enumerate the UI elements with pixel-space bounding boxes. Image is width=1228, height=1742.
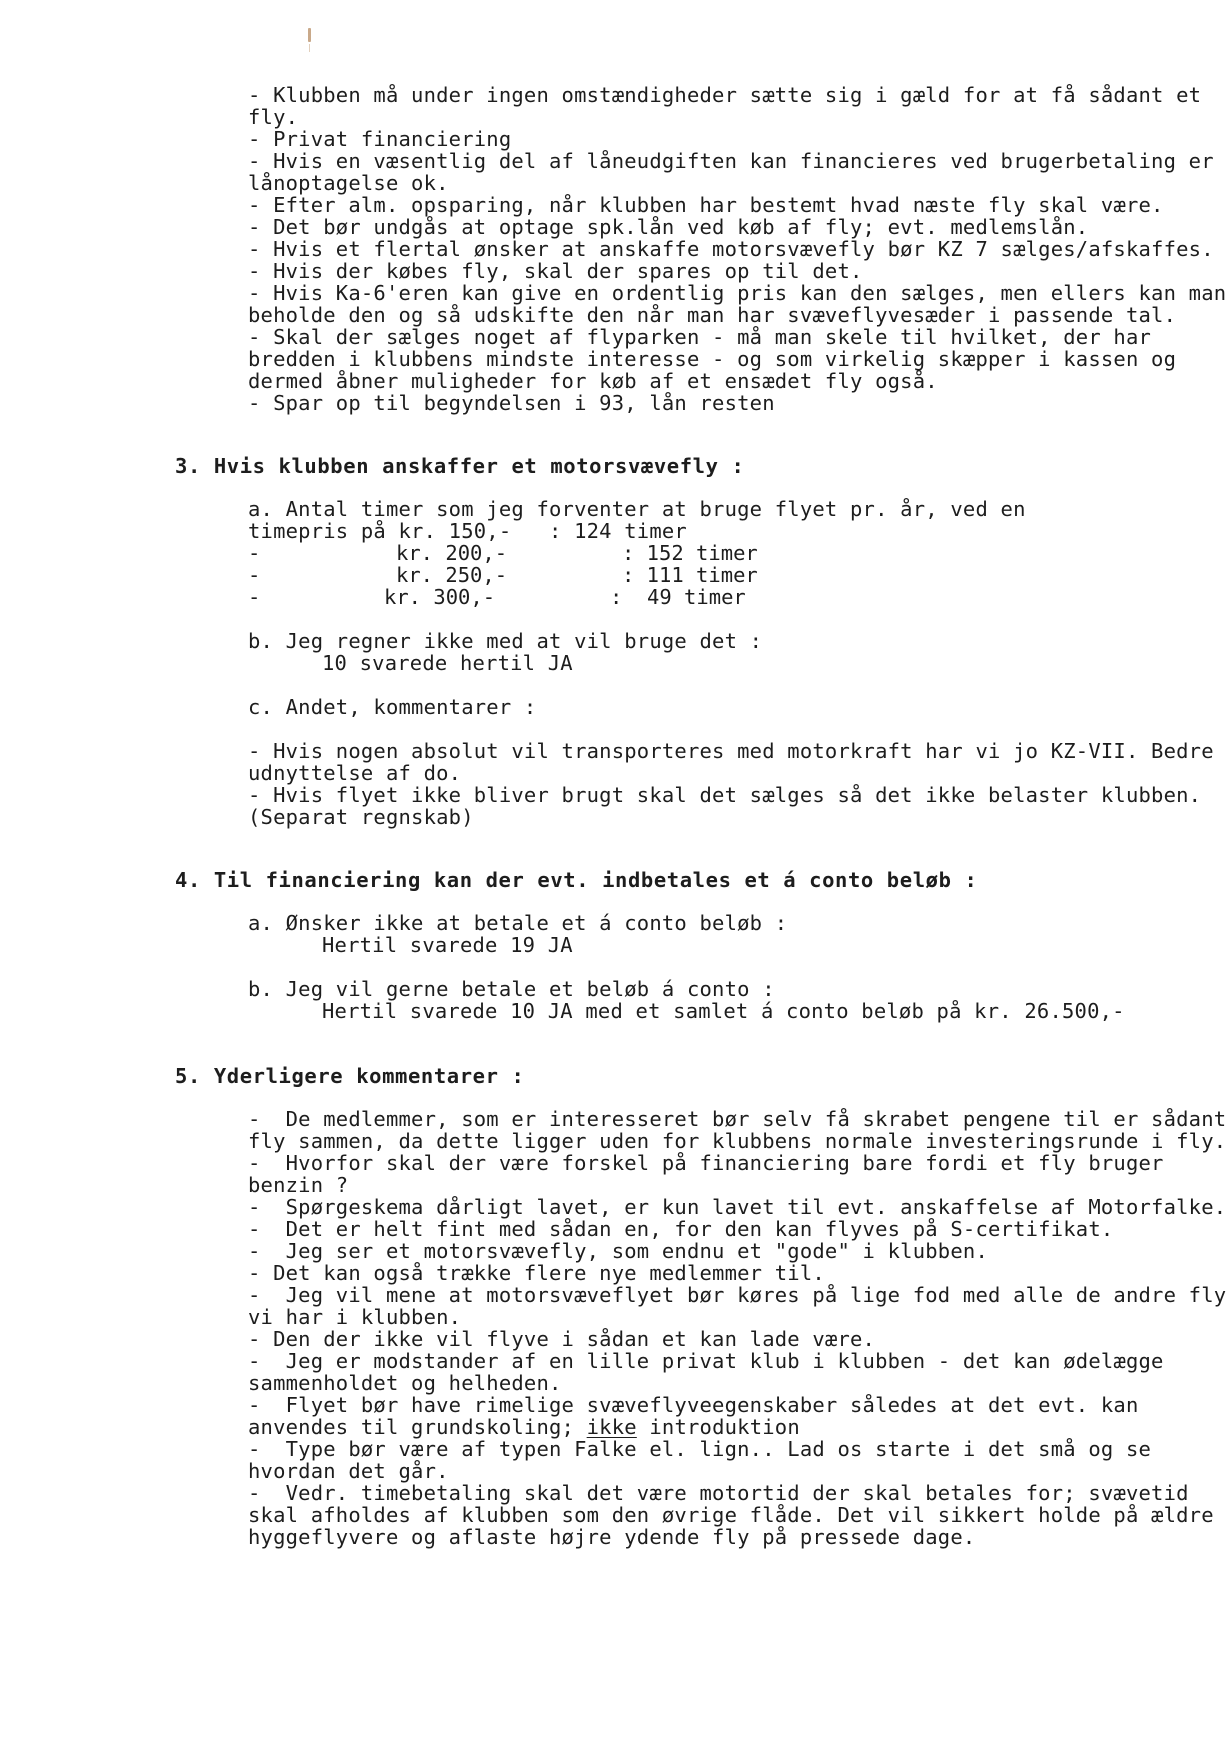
intro-line: bredden i klubbens mindste interesse - og som virkelig skæpper i kassen og [248,347,1177,371]
price-row-dash: - [248,563,261,587]
price-row-price: kr. 200,- [396,541,508,565]
price-row-hours: : 111 timer [622,563,758,587]
section-5-line: - Type bør være af typen Falke el. lign.. Lad os starte i det små og se [248,1437,1152,1461]
intro-line: - Spar op til begyndelsen i 93, lån resten [248,391,775,415]
price-row-price: kr. 300,- [384,585,496,609]
section-4-b-line: b. Jeg vil gerne betale et beløb á conto : [248,977,775,1001]
intro-line: - Skal der sælges noget af flyparken - må man skele til hvilket, der har [248,325,1152,349]
section-3-a-line: a. Antal timer som jeg forventer at bruge flyet pr. år, ved en [248,497,1026,521]
section-5-line: - Det kan også trække flere nye medlemmer til. [248,1261,825,1285]
intro-line: - Efter alm. opsparing, når klubben har bestemt hvad næste fly skal være. [248,193,1164,217]
section-5-line: benzin ? [248,1173,349,1197]
intro-line: - Det bør undgås at optage spk.lån ved køb af fly; evt. medlemslån. [248,215,1089,239]
section-4-b-answer: Hertil svarede 10 JA med et samlet á conto beløb på kr. 26.500,- [322,999,1125,1023]
section-5-line-text: anvendes til grundskoling; [248,1415,575,1439]
section-5-line: skal afholdes af klubben som den øvrige flåde. Det vil sikkert holde på ældre [248,1503,1214,1527]
section-5-line: - Spørgeskema dårligt lavet, er kun lavet til evt. anskaffelse af Motorfalke. [248,1195,1227,1219]
section-5-line: - Det er helt fint med sådan en, for den kan flyves på S-certifikat. [248,1217,1114,1241]
section-5-line: - Jeg er modstander af en lille privat klub i klubben - det kan ødelægge [248,1349,1164,1373]
section-5-line: vi har i klubben. [248,1305,462,1329]
intro-line: beholde den og så udskifte den når man har svæveflyvesæder i passende tal. [248,303,1177,327]
intro-line: - Hvis en væsentlig del af låneudgiften kan financieres ved brugerbetaling er [248,149,1214,173]
section-5-line: hyggeflyvere og aflaste højre ydende fly på pressede dage. [248,1525,976,1549]
section-3-b-line: b. Jeg regner ikke med at vil bruge det : [248,629,763,653]
intro-line: dermed åbner muligheder for køb af et ensædet fly også. [248,369,938,393]
price-row-hours: : 49 timer [610,585,746,609]
section-5-line: fly sammen, da dette ligger uden for klubbens normale investeringsrunde i fly. [248,1129,1227,1153]
price-row-dash: - [248,585,261,609]
section-3-heading: 3. Hvis klubben anskaffer et motorsvævefly : [175,454,745,478]
intro-line: lånoptagelse ok. [248,171,449,195]
intro-line: fly. [248,105,299,129]
section-5-line-tail: introduktion [636,1415,800,1439]
intro-line: - Klubben må under ingen omstændigheder sætte sig i gæld for at få sådant et [248,83,1202,107]
section-5-heading: 5. Yderligere kommentarer : [175,1064,525,1088]
section-3-comment: - Hvis flyet ikke bliver brugt skal det sælges så det ikke belaster klubben. [248,783,1202,807]
section-5-line: - Hvorfor skal der være forskel på financiering bare fordi et fly bruger [248,1151,1164,1175]
section-5-line: - Vedr. timebetaling skal det være motortid der skal betales for; svævetid [248,1481,1189,1505]
section-3-comment: - Hvis nogen absolut vil transporteres med motorkraft har vi jo KZ-VII. Bedre [248,739,1214,763]
section-3-a-line: timepris på kr. 150,- : 124 timer [248,519,687,543]
intro-line: - Privat financiering [248,127,512,151]
price-row-hours: : 152 timer [622,541,758,565]
section-4-a-answer: Hertil svarede 19 JA [322,933,573,957]
section-4-a-line: a. Ønsker ikke at betale et á conto beløb : [248,911,788,935]
section-5-line: sammenholdet og helheden. [248,1371,562,1395]
section-3-b-answer: 10 svarede hertil JA [322,651,573,675]
section-5-line: - Jeg ser et motorsvævefly, som endnu et "gode" i klubben. [248,1239,988,1263]
price-row-price: kr. 250,- [396,563,508,587]
section-5-line: hvordan det går. [248,1459,449,1483]
intro-line: - Hvis et flertal ønsker at anskaffe motorsvævefly bør KZ 7 sælges/afskaffes. [248,237,1214,261]
section-5-line: - Den der ikke vil flyve i sådan et kan lade være. [248,1327,876,1351]
intro-line: - Hvis Ka-6'eren kan give en ordentlig pris kan den sælges, men ellers kan man [248,281,1227,305]
section-3-comment: (Separat regnskab) [248,805,474,829]
section-5-line: - Jeg vil mene at motorsvæveflyet bør køres på lige fod med alle de andre fly [248,1283,1227,1307]
intro-line: - Hvis der købes fly, skal der spares op til det. [248,259,863,283]
ink-mark-tail [309,44,310,52]
section-3-c-line: c. Andet, kommentarer : [248,695,537,719]
section-4-heading: 4. Til financiering kan der evt. indbetales et á conto beløb : [175,868,978,892]
ink-mark [308,28,311,42]
section-3-comment: udnyttelse af do. [248,761,462,785]
section-5-line: - Flyet bør have rimelige svæveflyveegenskaber således at det evt. kan [248,1393,1139,1417]
underlined-word: ikke [586,1415,637,1439]
section-5-line: - De medlemmer, som er interesseret bør selv få skrabet pengene til er sådant [248,1107,1227,1131]
section-5-line-with-underline [248,1416,800,1438]
price-row-dash: - [248,541,261,565]
